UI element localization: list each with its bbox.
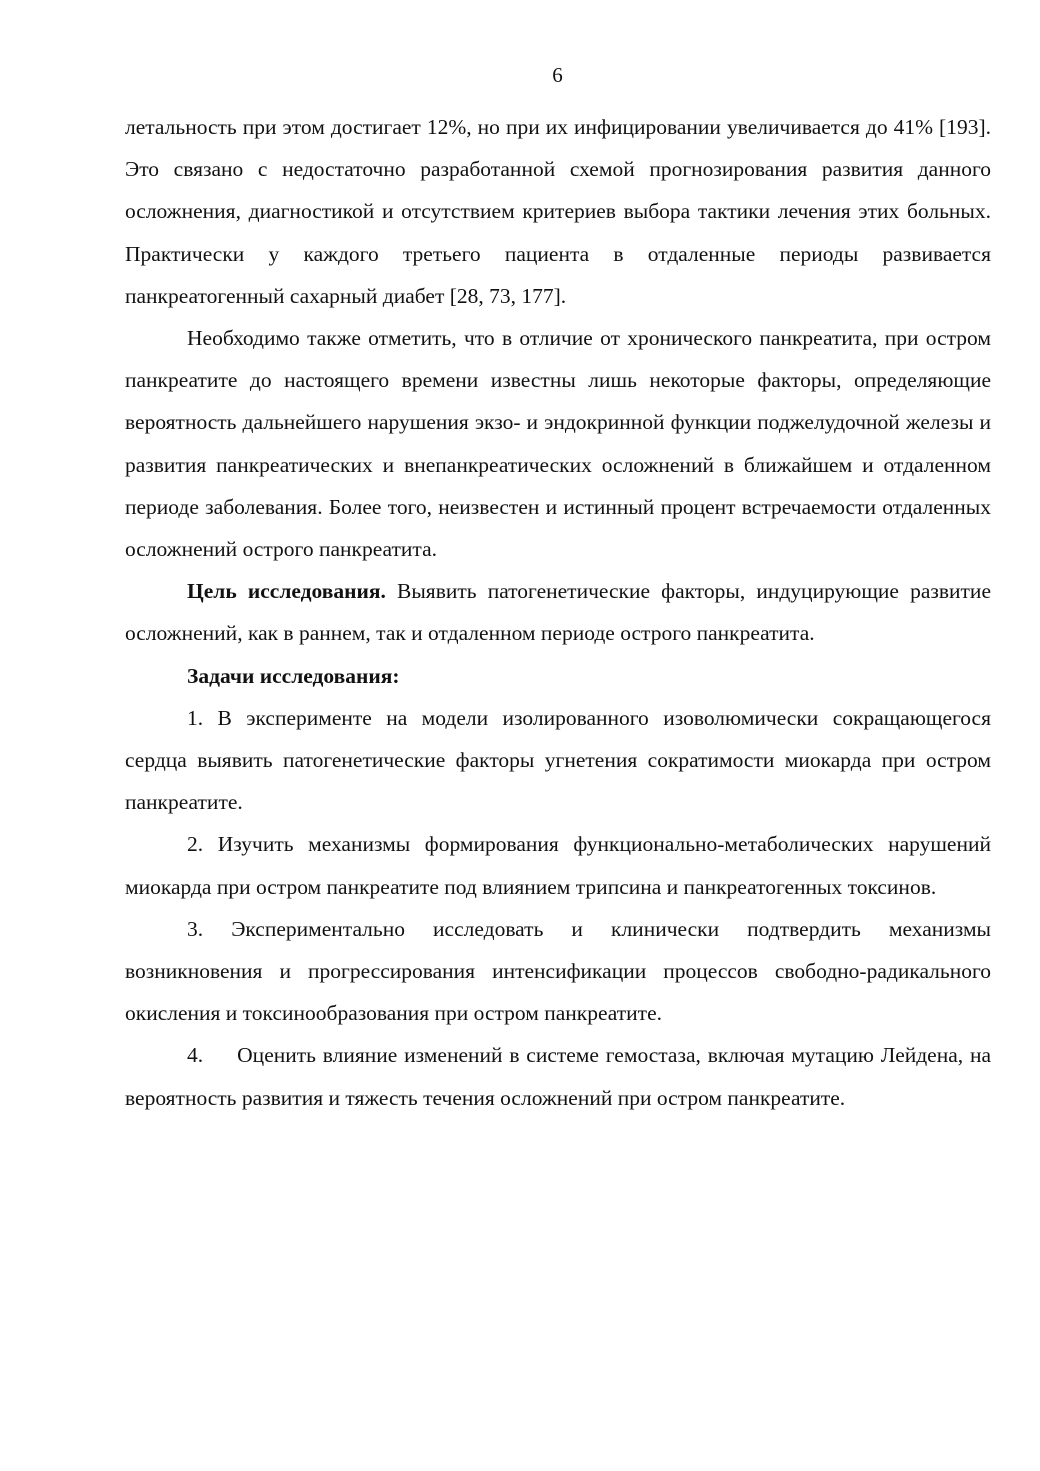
tasks-heading: Задачи исследования: [187, 663, 400, 688]
task-item-2: 2. Изучить механизмы формирования функционально-метаболических нарушений миокарда при остром панкреатите под влиянием трипсина и панкреатогенных токсинов. [125, 832, 991, 899]
page-number: 6 [552, 63, 563, 87]
task-item-4: 4. Оценить влияние изменений в системе гемостаза, включая мутацию Лейдена, на вероятность развития и тяжесть течения осложнений при остром панкреатите. [125, 1043, 997, 1110]
paragraph-research-goal [125, 570, 991, 654]
research-goal-text: Выявить патогенетические факторы, индуцирующие развитие осложнений, как в раннем, так и отдаленном периоде острого панкреатита. [125, 579, 991, 646]
task-item-1: 1. В эксперименте на модели изолированного изоволюмически сокращающегося сердца выявить патогенетические факторы угнетения сократимости миокарда при остром панкреатите. [125, 705, 991, 815]
paragraph-factors: Необходимо также отметить, что в отличие от хронического панкреатита, при остром панкреатите до настоящего времени известны лишь некоторые факторы, определяющие вероятность дальнейшего нарушения экзо- и эндокринной функции поджелудочной железы и развития панкреатических и внепанкреатических осложнений в ближайшем и отдаленном периоде заболевания. Более того, неизвестен и истинный процент встречаемости отдаленных осложнений острого панкреатита. [125, 326, 991, 562]
paragraph-mortality: летальность при этом достигает 12%, но при их инфицировании увеличивается до 41% [193]. Это связано с недостаточно разработанной схемой прогнозирования развития данного осложнения, диагностикой и отсутствием критериев выбора тактики лечения этих больных. Практически у каждого третьего пациента в отдаленные периоды развивается панкреатогенный сахарный диабет [28, 73, 177]. [125, 115, 991, 308]
task-item-3: 3. Экспериментально исследовать и клинически подтвердить механизмы возникновения и прогрессирования интенсификации процессов свободно-радикального окисления и токсинообразования при остром панкреатите. [125, 916, 991, 1026]
research-goal-label: Цель исследования. [187, 579, 386, 604]
document-body [125, 106, 997, 1119]
